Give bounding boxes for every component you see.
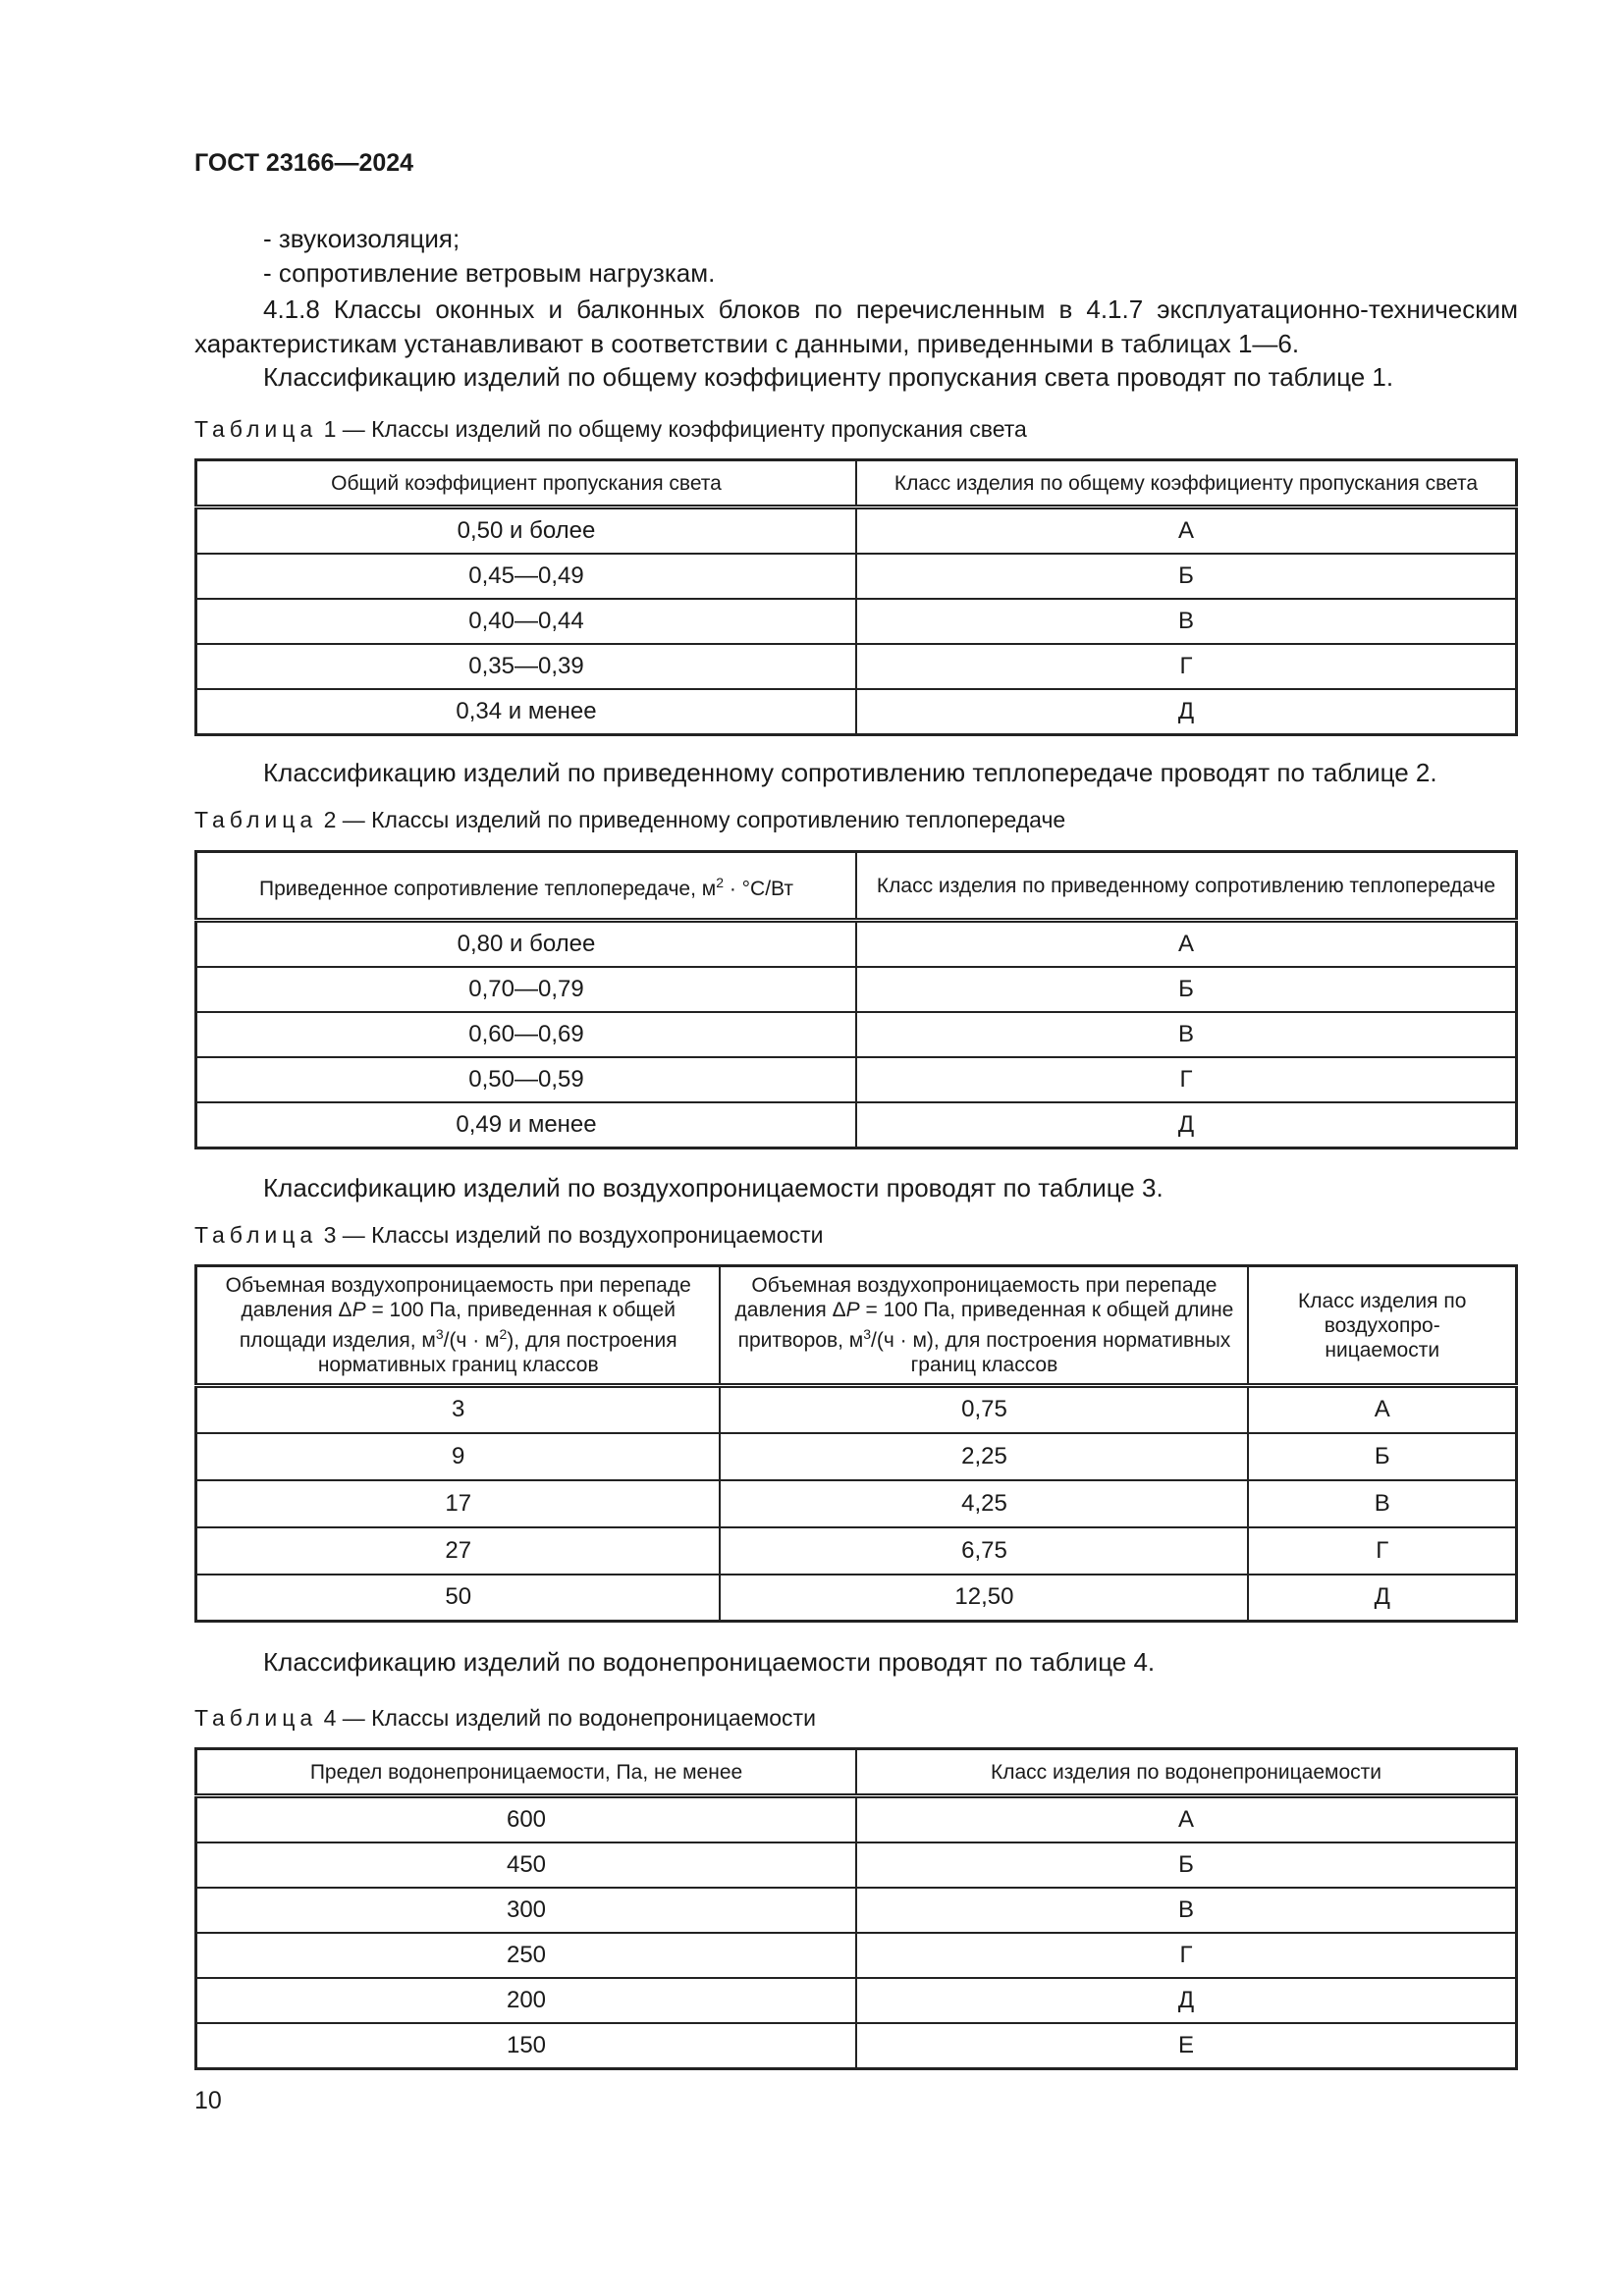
caption-text: 2 — Классы изделий по приведенному сопротивлению теплопередаче	[317, 807, 1066, 832]
table4-intro: Классификацию изделий по водонепроницаемости проводят по таблице 4.	[263, 1647, 1156, 1677]
table-row	[196, 644, 1517, 689]
table-cell: 600	[196, 1796, 857, 1843]
table3-header-class: Класс изделия по воздухопро-ницаемости	[1248, 1266, 1516, 1386]
table-cell: 3	[196, 1386, 721, 1433]
table-cell: 0,49 и менее	[196, 1102, 857, 1148]
table2-intro: Классификацию изделий по приведенному сопротивлению теплопередаче проводят по таблице 2.	[263, 758, 1437, 787]
header-symbol: P	[352, 1299, 366, 1321]
header-unit: · °C/Вт	[724, 877, 793, 900]
table2-thermal-resistance	[194, 850, 1518, 1149]
table-cell: Б	[1248, 1433, 1516, 1480]
bullet-sound-insulation: - звукоизоляция;	[263, 224, 460, 253]
table-cell: 0,75	[720, 1386, 1248, 1433]
table-cell: А	[856, 921, 1517, 968]
paragraph-4-1-8: 4.1.8 Классы оконных и балконных блоков по перечисленным в 4.1.7 эксплуатационно-техническим характеристикам устанавливают в соответствии с данными, приведенными в таблицах 1—6.	[194, 294, 1518, 358]
table4-water-tightness	[194, 1747, 1518, 2070]
table-cell: 0,60—0,69	[196, 1012, 857, 1057]
table-row	[196, 1386, 1517, 1433]
header-superscript: 3	[863, 1326, 872, 1342]
table-cell: 0,70—0,79	[196, 967, 857, 1012]
table-row	[196, 921, 1517, 968]
table-cell: Д	[856, 1978, 1517, 2023]
table-cell: Б	[856, 1842, 1517, 1888]
table-cell: Г	[856, 1933, 1517, 1978]
table-cell: 450	[196, 1842, 857, 1888]
caption-text: 1 — Классы изделий по общему коэффициенту пропускания света	[317, 416, 1027, 442]
table-row	[196, 1933, 1517, 1978]
header-text: Объемная воздухопроницаемость при перепаде давления Δ	[734, 1274, 1218, 1321]
table-row	[196, 967, 1517, 1012]
caption-word: Таблица	[194, 1705, 318, 1731]
table1-light-transmission	[194, 458, 1518, 736]
table-row	[196, 554, 1517, 599]
table-row	[196, 599, 1517, 644]
table4-header-class: Класс изделия по водонепроницаемости	[856, 1749, 1517, 1796]
table-row	[196, 1796, 1517, 1843]
table3-caption	[194, 1222, 823, 1249]
caption-word: Таблица	[194, 1222, 318, 1248]
table3-air-permeability	[194, 1264, 1518, 1623]
table-cell: Г	[1248, 1527, 1516, 1575]
table-cell: Е	[856, 2023, 1517, 2069]
table1-header-coefficient: Общий коэффициент пропускания света	[196, 460, 857, 507]
header-text: /(ч · м), для построения нормативных границ классов	[871, 1329, 1231, 1376]
table-cell: В	[856, 1012, 1517, 1057]
table-cell: 150	[196, 2023, 857, 2069]
table-cell: Д	[856, 1102, 1517, 1148]
header-symbol: P	[845, 1299, 860, 1321]
table-row	[196, 689, 1517, 735]
caption-word: Таблица	[194, 416, 318, 442]
header-text: ), для построения нормативных границ классов	[317, 1329, 677, 1376]
table-cell: Б	[856, 554, 1517, 599]
table-row	[196, 507, 1517, 555]
table-cell: Г	[856, 1057, 1517, 1102]
table-cell: 0,50—0,59	[196, 1057, 857, 1102]
table-cell: Д	[1248, 1575, 1516, 1622]
table-cell: 0,50 и более	[196, 507, 857, 555]
table-cell: 17	[196, 1480, 721, 1527]
table-cell: 4,25	[720, 1480, 1248, 1527]
table-cell: А	[1248, 1386, 1516, 1433]
table-cell: 0,45—0,49	[196, 554, 857, 599]
caption-word: Таблица	[194, 807, 318, 832]
table1-intro: Классификацию изделий по общему коэффициенту пропускания света проводят по таблице 1.	[263, 362, 1394, 392]
header-text: /(ч · м	[443, 1329, 500, 1352]
table-cell: 6,75	[720, 1527, 1248, 1575]
table-cell: В	[856, 1888, 1517, 1933]
table-cell: А	[856, 1796, 1517, 1843]
table1-header-class: Класс изделия по общему коэффициенту пропускания света	[856, 460, 1517, 507]
bullet-wind-load: - сопротивление ветровым нагрузкам.	[263, 258, 716, 288]
table-row	[196, 2023, 1517, 2069]
table-cell: 0,80 и более	[196, 921, 857, 968]
table-cell: 9	[196, 1433, 721, 1480]
table-cell: 200	[196, 1978, 857, 2023]
table-row	[196, 1480, 1517, 1527]
table-cell: А	[856, 507, 1517, 555]
table-cell: 0,35—0,39	[196, 644, 857, 689]
table-cell: Б	[856, 967, 1517, 1012]
document-header: ГОСТ 23166—2024	[194, 149, 414, 177]
table-row	[196, 1057, 1517, 1102]
caption-text: 4 — Классы изделий по водонепроницаемости	[317, 1705, 816, 1731]
header-text: Объемная воздухопроницаемость при перепаде давления Δ	[225, 1274, 691, 1321]
table3-header-area	[196, 1266, 721, 1386]
table-cell: В	[1248, 1480, 1516, 1527]
header-superscript: 2	[499, 1326, 508, 1342]
page-number: 10	[194, 2087, 222, 2114]
table4-caption	[194, 1705, 816, 1732]
table-row	[196, 1102, 1517, 1148]
table-row	[196, 1527, 1517, 1575]
table-row	[196, 1842, 1517, 1888]
table2-caption	[194, 807, 1065, 833]
table-row	[196, 1575, 1517, 1622]
table-row	[196, 1978, 1517, 2023]
table-cell: 2,25	[720, 1433, 1248, 1480]
table-cell: Г	[856, 644, 1517, 689]
table3-intro: Классификацию изделий по воздухопроницаемости проводят по таблице 3.	[263, 1173, 1164, 1202]
table-cell: 0,34 и менее	[196, 689, 857, 735]
table-row	[196, 1433, 1517, 1480]
header-superscript: 2	[716, 874, 724, 890]
table2-header-class: Класс изделия по приведенному сопротивлению теплопередаче	[856, 852, 1517, 921]
header-superscript: 3	[435, 1326, 444, 1342]
table-cell: 27	[196, 1527, 721, 1575]
header-text: Приведенное сопротивление теплопередаче, м	[259, 877, 717, 900]
table-cell: 250	[196, 1933, 857, 1978]
table2-header-resistance	[196, 852, 857, 921]
table-cell: 50	[196, 1575, 721, 1622]
table3-header-length	[720, 1266, 1248, 1386]
table1-caption	[194, 416, 1027, 443]
header-text: = 100 Па, приведенная к общей длине притворов, м	[737, 1299, 1234, 1352]
table4-header-limit: Предел водонепроницаемости, Па, не менее	[196, 1749, 857, 1796]
header-text: = 100 Па, приведенная к общей площади изделия, м	[239, 1299, 676, 1352]
table-cell: 12,50	[720, 1575, 1248, 1622]
table-cell: Д	[856, 689, 1517, 735]
table-cell: 0,40—0,44	[196, 599, 857, 644]
caption-text: 3 — Классы изделий по воздухопроницаемости	[317, 1222, 824, 1248]
table-cell: 300	[196, 1888, 857, 1933]
table-row	[196, 1012, 1517, 1057]
table-cell: В	[856, 599, 1517, 644]
table-row	[196, 1888, 1517, 1933]
